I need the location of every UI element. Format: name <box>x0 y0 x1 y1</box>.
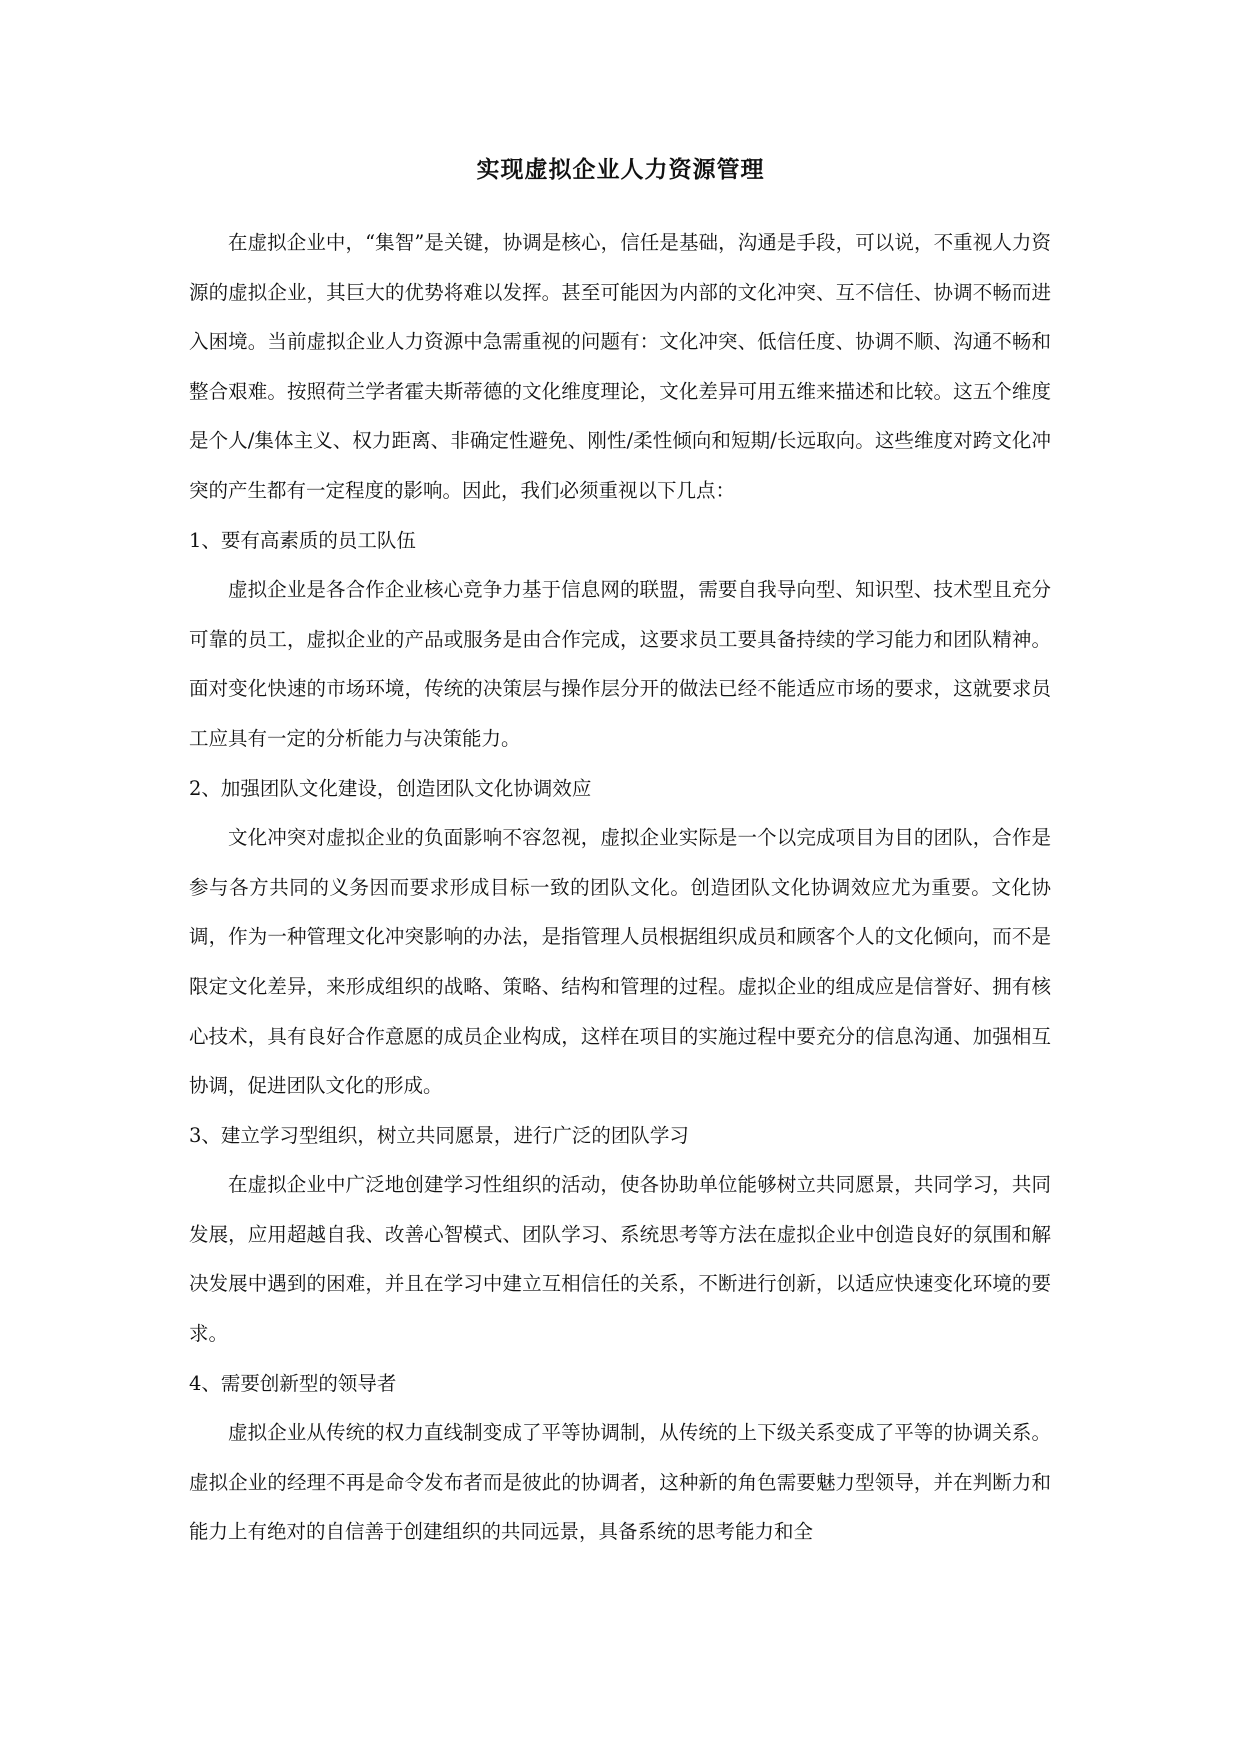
section-paragraph-1: 虚拟企业是各合作企业核心竞争力基于信息网的联盟，需要自我导向型、知识型、技术型且充分可靠的员工，虚拟企业的产品或服务是由合作完成，这要求员工要具备持续的学习能力和团队精神。面对变化快速的市场环境，传统的决策层与操作层分开的做法已经不能适应市场的要求，这就要求员工应具有一定的分析能力与决策能力。 <box>189 578 1051 750</box>
section-heading-4: 4、需要创新型的领导者 <box>189 1371 397 1395</box>
section-heading-2: 2、加强团队文化建设，创造团队文化协调效应 <box>189 776 592 800</box>
section-heading-1: 1、要有高素质的员工队伍 <box>189 528 416 552</box>
document-body <box>189 218 1051 1557</box>
section-paragraph-4: 虚拟企业从传统的权力直线制变成了平等协调制，从传统的上下级关系变成了平等的协调关系。虚拟企业的经理不再是命令发布者而是彼此的协调者，这种新的角色需要魅力型领导，并在判断力和能力上有绝对的自信善于创建组织的共同远景，具备系统的思考能力和全 <box>189 1421 1051 1544</box>
intro-paragraph: 在虚拟企业中，“集智”是关键，协调是核心，信任是基础，沟通是手段，可以说，不重视人力资源的虚拟企业，其巨大的优势将难以发挥。甚至可能因为内部的文化冲突、互不信任、协调不畅而进入困境。当前虚拟企业人力资源中急需重视的问题有：文化冲突、低信任度、协调不顺、沟通不畅和整合艰难。按照荷兰学者霍夫斯蒂德的文化维度理论，文化差异可用五维来描述和比较。这五个维度是个人/集体主义、权力距离、非确定性避免、刚性/柔性倾向和短期/长远取向。这些维度对跨文化冲突的产生都有一定程度的影响。因此，我们必须重视以下几点： <box>189 231 1051 502</box>
section-heading-3: 3、建立学习型组织，树立共同愿景，进行广泛的团队学习 <box>189 1123 689 1147</box>
section-paragraph-2: 文化冲突对虚拟企业的负面影响不容忽视，虚拟企业实际是一个以完成项目为目的团队，合作是参与各方共同的义务因而要求形成目标一致的团队文化。创造团队文化协调效应尤为重要。文化协调，作为一种管理文化冲突影响的办法，是指管理人员根据组织成员和顾客个人的文化倾向，而不是限定文化差异，来形成组织的战略、策略、结构和管理的过程。虚拟企业的组成应是信誉好、拥有核心技术，具有良好合作意愿的成员企业构成，这样在项目的实施过程中要充分的信息沟通、加强相互协调，促进团队文化的形成。 <box>189 826 1051 1098</box>
document-title: 实现虚拟企业人力资源管理 <box>476 156 765 183</box>
section-paragraph-3: 在虚拟企业中广泛地创建学习性组织的活动，使各协助单位能够树立共同愿景，共同学习，共同发展，应用超越自我、改善心智模式、团队学习、系统思考等方法在虚拟企业中创造良好的氛围和解决发展中遇到的困难，并且在学习中建立互相信任的关系，不断进行创新，以适应快速变化环境的要求。 <box>189 1173 1051 1346</box>
